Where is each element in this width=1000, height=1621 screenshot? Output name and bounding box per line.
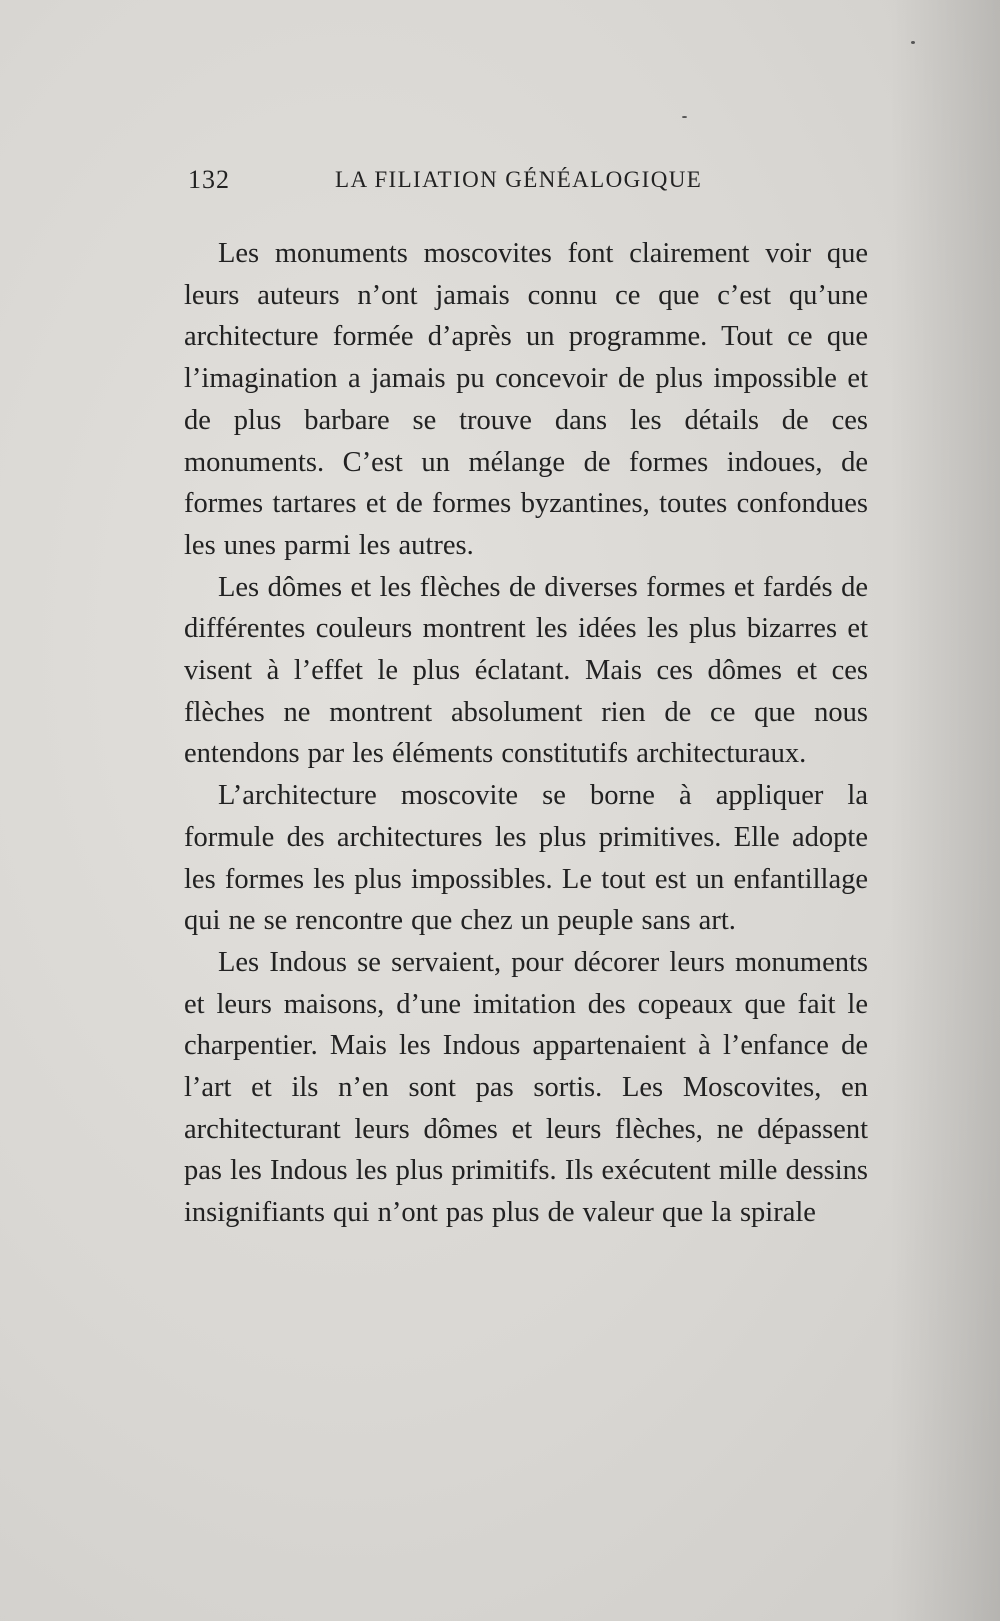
page-number: 132 — [188, 165, 230, 194]
paragraph: Les monuments moscovites font clairement voir que leurs auteurs n’ont jamais connu ce que c’est qu’une architecture formée d’après un programme. Tout ce que l’imagination a jamais pu concevoir de plus impossible et de plus barbare se trouve dans les détails de ces monuments. C’est un mélange de formes indoues, de formes tartares et de formes byzantines, toutes confondues les unes parmi les autres. — [184, 238, 868, 561]
paper-speck — [682, 116, 687, 118]
page-edge-shadow — [890, 0, 1000, 1621]
running-title: LA FILIATION GÉNÉALOGIQUE — [335, 167, 703, 192]
paragraph: L’architecture moscovite se borne à appliquer la formule des architectures les plus primitives. Elle adopte les formes les plus impossibles. Le tout est un enfantillage qui ne se rencontre que chez un peuple sans art. — [184, 780, 868, 937]
paragraph: Les dômes et les flèches de diverses formes et fardés de différentes couleurs montrent les idées les plus bizarres et visent à l’effet le plus éclatant. Mais ces dômes et ces flèches ne montrent absolument rien de ce que nous entendons par les éléments constitutifs architecturaux. — [184, 571, 868, 770]
body-text — [184, 233, 868, 1234]
paragraph: Les Indous se servaient, pour décorer leurs monuments et leurs maisons, d’une imitation des copeaux que fait le charpentier. Mais les Indous appartenaient à l’enfance de l’art et ils n’en sont pas sortis. Les Moscovites, en architecturant leurs dômes et leurs flèches, ne dépassent pas les Indous les plus primitifs. Ils exécutent mille dessins insignifiants qui n’ont pas plus de valeur que la spirale — [184, 946, 868, 1229]
page-header — [188, 165, 728, 201]
paper-speck — [911, 41, 915, 44]
